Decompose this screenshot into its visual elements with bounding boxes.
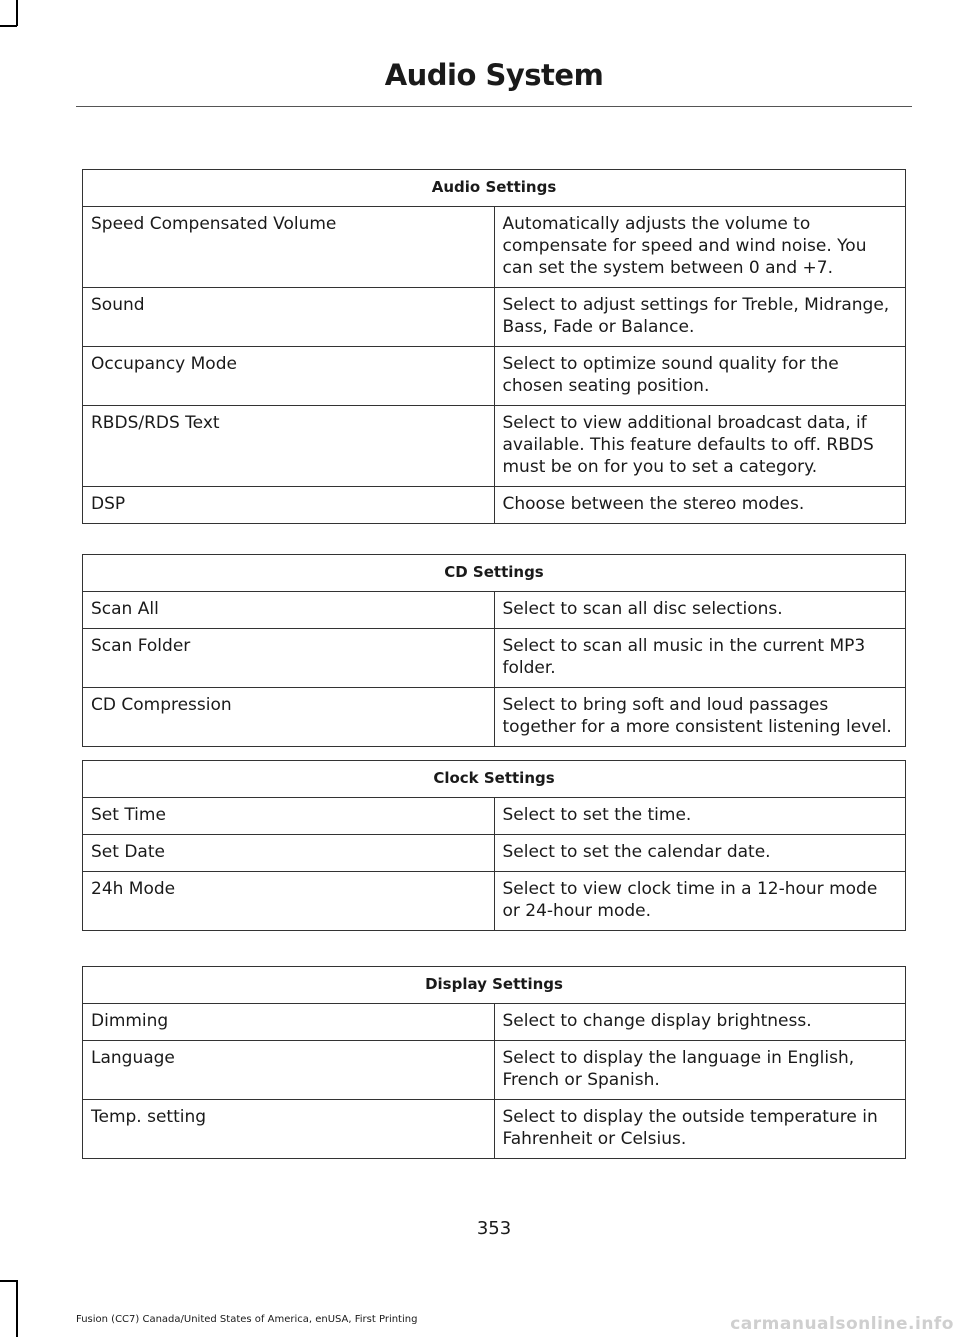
setting-name: 24h Mode — [83, 872, 495, 931]
table-row — [83, 1100, 906, 1159]
table-title: Display Settings — [83, 967, 906, 1004]
setting-name: Temp. setting — [83, 1100, 495, 1159]
setting-description: Select to adjust settings for Treble, Midrange, Bass, Fade or Balance. — [494, 288, 906, 347]
table-row — [83, 1004, 906, 1041]
clock-settings-table — [82, 760, 906, 931]
setting-name: Set Date — [83, 835, 495, 872]
crop-mark — [0, 25, 17, 27]
setting-description: Select to scan all music in the current MP3 folder. — [494, 629, 906, 688]
audio-settings-table — [82, 169, 906, 524]
setting-name: Sound — [83, 288, 495, 347]
table-row — [83, 347, 906, 406]
table-row — [83, 688, 906, 747]
page-title: Audio System — [384, 58, 604, 92]
table-row — [83, 872, 906, 931]
setting-name: Dimming — [83, 1004, 495, 1041]
setting-name: DSP — [83, 487, 495, 524]
setting-name: Set Time — [83, 798, 495, 835]
setting-description: Select to view additional broadcast data, if available. This feature defaults to off. RBDS must be on for you to set a category. — [494, 406, 906, 487]
setting-description: Select to set the calendar date. — [494, 835, 906, 872]
display-settings-table — [82, 966, 906, 1159]
setting-description: Select to display the language in English, French or Spanish. — [494, 1041, 906, 1100]
setting-description: Select to set the time. — [494, 798, 906, 835]
setting-description: Select to change display brightness. — [494, 1004, 906, 1041]
page-number: 353 — [476, 1218, 512, 1239]
footer-text: Fusion (CC7) Canada/United States of America, enUSA, First Printing — [76, 1314, 418, 1325]
setting-name: Scan All — [83, 592, 495, 629]
cd-settings-table — [82, 554, 906, 747]
setting-description: Choose between the stereo modes. — [494, 487, 906, 524]
setting-name: RBDS/RDS Text — [83, 406, 495, 487]
table-row — [83, 592, 906, 629]
setting-description: Select to bring soft and loud passages together for a more consistent listening level. — [494, 688, 906, 747]
crop-mark — [0, 1280, 17, 1282]
table-row — [83, 406, 906, 487]
setting-name: Language — [83, 1041, 495, 1100]
table-row — [83, 207, 906, 288]
crop-mark — [16, 0, 18, 26]
setting-description: Select to view clock time in a 12-hour mode or 24-hour mode. — [494, 872, 906, 931]
setting-description: Select to optimize sound quality for the chosen seating position. — [494, 347, 906, 406]
table-row — [83, 835, 906, 872]
table-title: CD Settings — [83, 555, 906, 592]
table-row — [83, 288, 906, 347]
setting-name: Occupancy Mode — [83, 347, 495, 406]
setting-description: Automatically adjusts the volume to compensate for speed and wind noise. You can set the system between 0 and +7. — [494, 207, 906, 288]
watermark: carmanualsonline.info — [730, 1314, 954, 1334]
table-title: Clock Settings — [83, 761, 906, 798]
setting-description: Select to display the outside temperature in Fahrenheit or Celsius. — [494, 1100, 906, 1159]
crop-mark — [16, 1280, 18, 1337]
setting-name: CD Compression — [83, 688, 495, 747]
setting-name: Speed Compensated Volume — [83, 207, 495, 288]
table-row — [83, 487, 906, 524]
table-title: Audio Settings — [83, 170, 906, 207]
table-row — [83, 798, 906, 835]
setting-name: Scan Folder — [83, 629, 495, 688]
title-divider — [76, 106, 912, 107]
table-row — [83, 1041, 906, 1100]
setting-description: Select to scan all disc selections. — [494, 592, 906, 629]
table-row — [83, 629, 906, 688]
